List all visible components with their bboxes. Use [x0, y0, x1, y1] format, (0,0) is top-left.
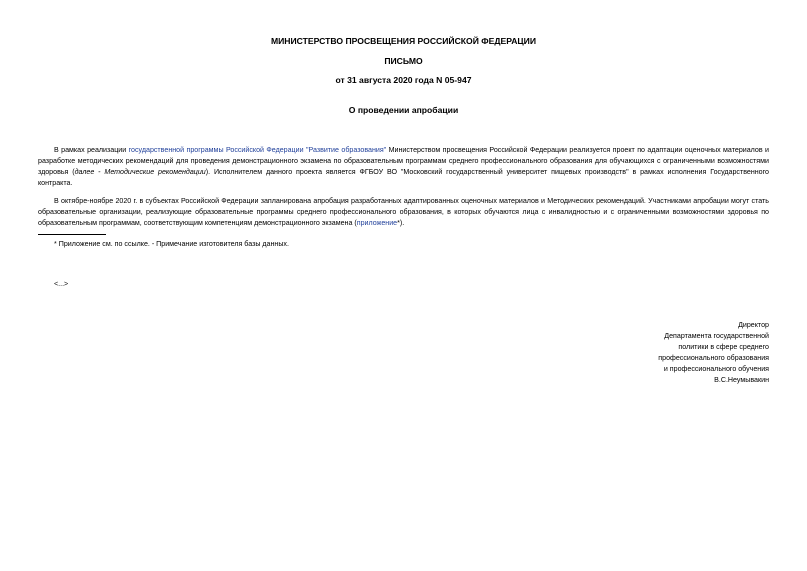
- signature-line: политики в сфере среднего: [678, 343, 769, 351]
- program-link[interactable]: государственной программы Российской Федерации "Развитие образования": [128, 146, 387, 154]
- omission-marker: <...>: [54, 280, 69, 288]
- paragraph-1-text-a: Министерством просвещения Российской Федерации реализуется проект по адаптации оценочных материалов и разработке методических рекомендаций для проведения демонстрационного экзамена по образовательным программам среднего профессионального образования для обучающихся с ограниченными возможностями здоровья (: [38, 146, 769, 176]
- footnote-separator: [38, 234, 106, 235]
- paragraph-1-lead: В рамках реализации: [54, 146, 129, 154]
- document-type: ПИСЬМО: [384, 56, 423, 66]
- signature-line: профессионального образования: [658, 354, 769, 362]
- paragraph-2-text: В октябре-ноябре 2020 г. в субъектах Российской Федерации запланирована апробация разработанных адаптированных оценочных материалов и Методических рекомендаций. Участниками апробации могут стать образовательные организации, реализующие образовательные программы среднего профессионального образования, в которых обучаются лица с инвалидностью и с ограниченными возможностями здоровья по образовательным программам, соответствующим компетенциям демонстрационного экзамена (: [38, 197, 769, 227]
- paragraph-1-italic: далее - Методические рекомендации: [74, 168, 206, 176]
- appendix-link[interactable]: приложение: [356, 219, 398, 227]
- paragraph-1-text-b: ). Исполнителем данного проекта является ФГБОУ ВО "Московский государственный университет пищевых производств" в рамках исполнения Государственного контракта.: [38, 168, 770, 187]
- paragraph-2-tail: *).: [397, 219, 405, 227]
- signer-name: В.С.Неумывакин: [714, 376, 769, 384]
- paragraph-2: [38, 196, 769, 229]
- paragraph-1: [38, 145, 769, 189]
- signature-line: Департамента государственной: [664, 332, 769, 340]
- letter-subject: О проведении апробации: [348, 105, 459, 115]
- signature-line: и профессионального обучения: [663, 365, 769, 373]
- footnote: * Приложение см. по ссылке. - Примечание изготовителя базы данных.: [54, 240, 289, 248]
- signature-line: Директор: [738, 321, 769, 329]
- signature-block: [569, 320, 769, 386]
- date-and-number: от 31 августа 2020 года N 05-947: [335, 75, 472, 85]
- ministry-heading: МИНИСТЕРСТВО ПРОСВЕЩЕНИЯ РОССИЙСКОЙ ФЕДЕРАЦИИ: [270, 36, 537, 46]
